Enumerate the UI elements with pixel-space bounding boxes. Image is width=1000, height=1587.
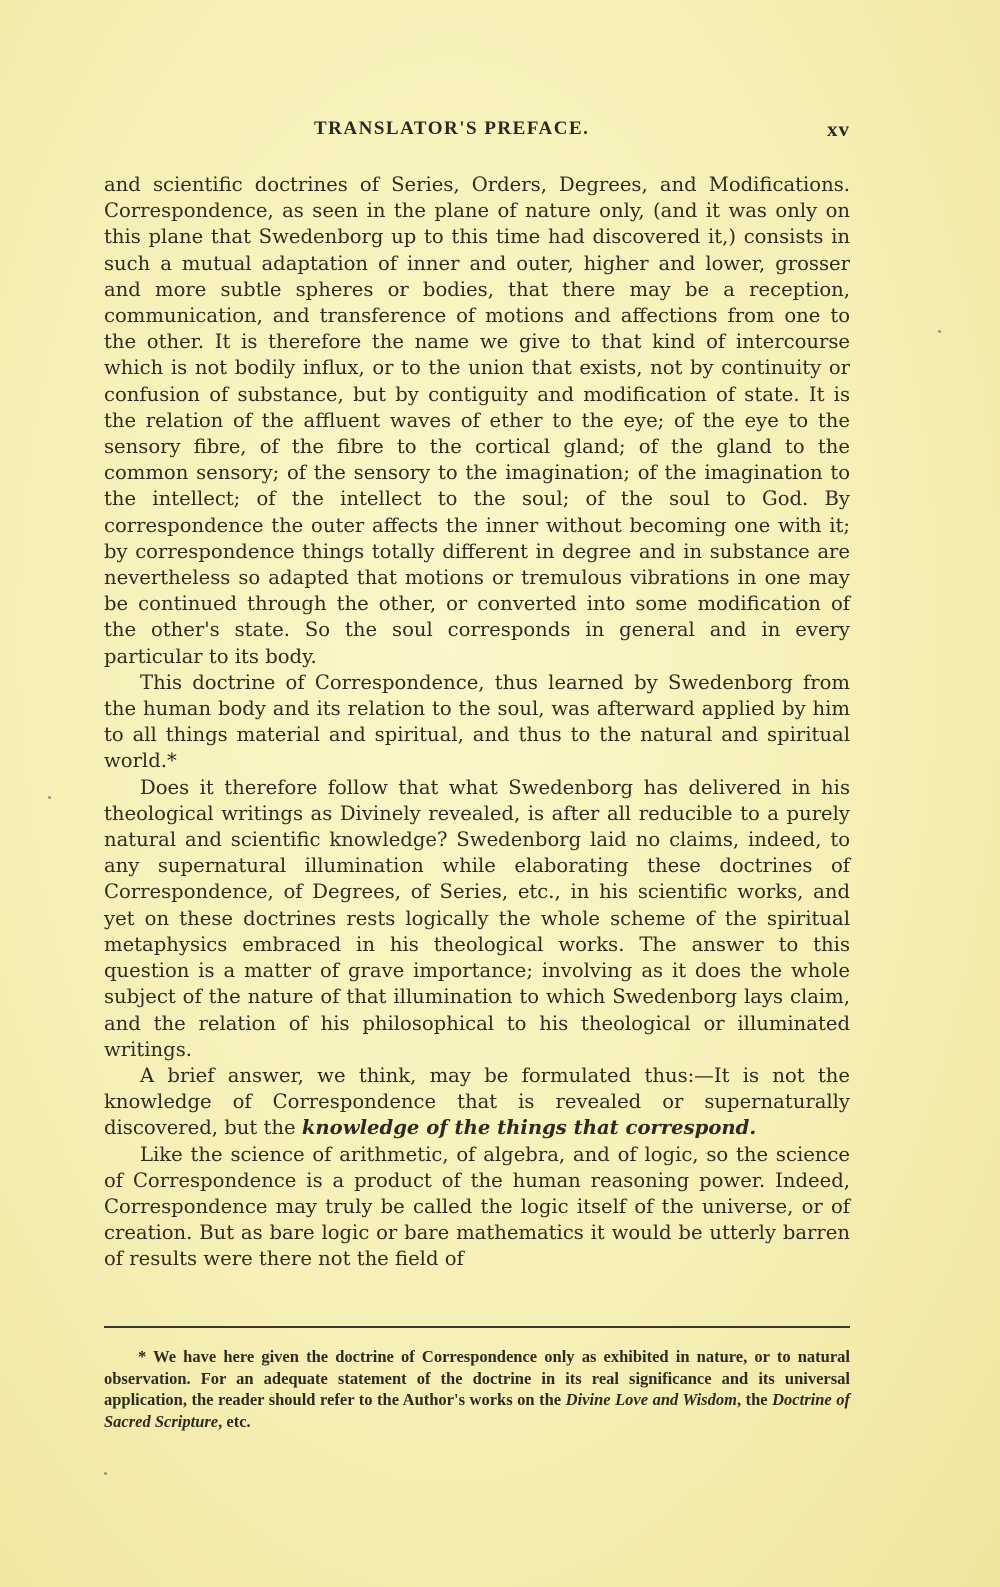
answer-emphasis: knowledge of the things that correspond. xyxy=(301,1116,757,1140)
paper-speck xyxy=(938,330,941,333)
footnote-text-between: , the xyxy=(736,1390,773,1410)
footnote-divider xyxy=(104,1326,850,1328)
footnote-marker: * xyxy=(138,1347,147,1366)
footnote xyxy=(104,1346,850,1432)
paragraph-continuation: and scientific doctrines of Series, Orders, Degrees, and Modifications. Correspondence, as seen in the plane of nature only, (and it was only on this plane that Swedenborg up to this time had discovered it,) consists in such a mutual adaptation of inner and outer, higher and lower, grosser and more subtle spheres or bodies, that there may be a reception, communication, and transference of motions and affections from one to the other. It is therefore the name we give to that kind of intercourse which is not bodily influx, or to the union that exists, not by continuity or confusion of substance, but by contiguity and modification of state. It is the relation of the affluent waves of ether to the eye; of the eye to the sensory fibre, of the fibre to the cortical gland; of the gland to the common sensory; of the sensory to the imagination; of the imagination to the intellect; of the intellect to the soul; of the soul to God. By correspondence the outer affects the inner without becoming one with it; by correspondence things totally different in degree and in substance are nevertheless so adapted that motions or tremulous vibrations in one may be continued through the other, or converted into some modification of the other's state. So the soul corresponds in general and in every particular to its body. xyxy=(104,173,850,668)
answer-text: A brief answer, we think, may be formulated thus:—It is not the knowledge of Correspondence that is revealed or supernaturally discovered, but the xyxy=(104,1063,850,1140)
footnote-paragraph xyxy=(104,1346,850,1432)
page-header xyxy=(104,118,850,148)
footnote-text-before: We have here given the doctrine of Correspondence only as exhibited in nature, or to natural observation. For an adequate statement of the doctrine in its real significance and its universal application, the reader should refer to the Author's works on the xyxy=(104,1347,850,1410)
paragraph-science: Like the science of arithmetic, of algebra, and of logic, so the science of Correspondence is a product of the human reasoning power. Indeed, Correspondence may truly be called the logic itself of the universe, or of creation. But as bare logic or bare mathematics it would be utterly barren of results were there not the field of xyxy=(104,1142,850,1271)
paper-speck xyxy=(48,796,51,799)
page-number: xv xyxy=(827,117,850,141)
footnote-text-after: , etc. xyxy=(218,1411,251,1431)
running-title: TRANSLATOR'S PREFACE. xyxy=(314,118,590,139)
paper-speck xyxy=(104,1472,107,1475)
paragraph-doctrine: This doctrine of Correspondence, thus learned by Swedenborg from the human body and its relation to the soul, was afterward applied by him to all things material and spiritual, and thus to the natural and spiritual world.* xyxy=(104,670,850,773)
footnote-work-divine-love: Divine Love and Wisdom xyxy=(565,1390,737,1410)
footnote-work-sacred-scripture: Doctrine of Sacred Scripture xyxy=(104,1390,850,1431)
paragraph-question: Does it therefore follow that what Swedenborg has delivered in his theological writings as Divinely revealed, is after all reducible to a purely natural and scientific knowledge? Swedenborg laid no claims, indeed, to any supernatural illumination while elaborating these doctrines of Correspondence, of Degrees, of Series, etc., in his scientific works, and yet on these doctrines rests logically the whole scheme of the spiritual metaphysics embraced in his theological works. The answer to this question is a matter of grave importance; involving as it does the whole subject of the nature of that illumination to which Swedenborg lays claim, and the relation of his philosophical to his theological or illuminated writings. xyxy=(104,775,850,1061)
paragraph-answer xyxy=(104,1063,850,1142)
main-text xyxy=(104,172,850,1273)
